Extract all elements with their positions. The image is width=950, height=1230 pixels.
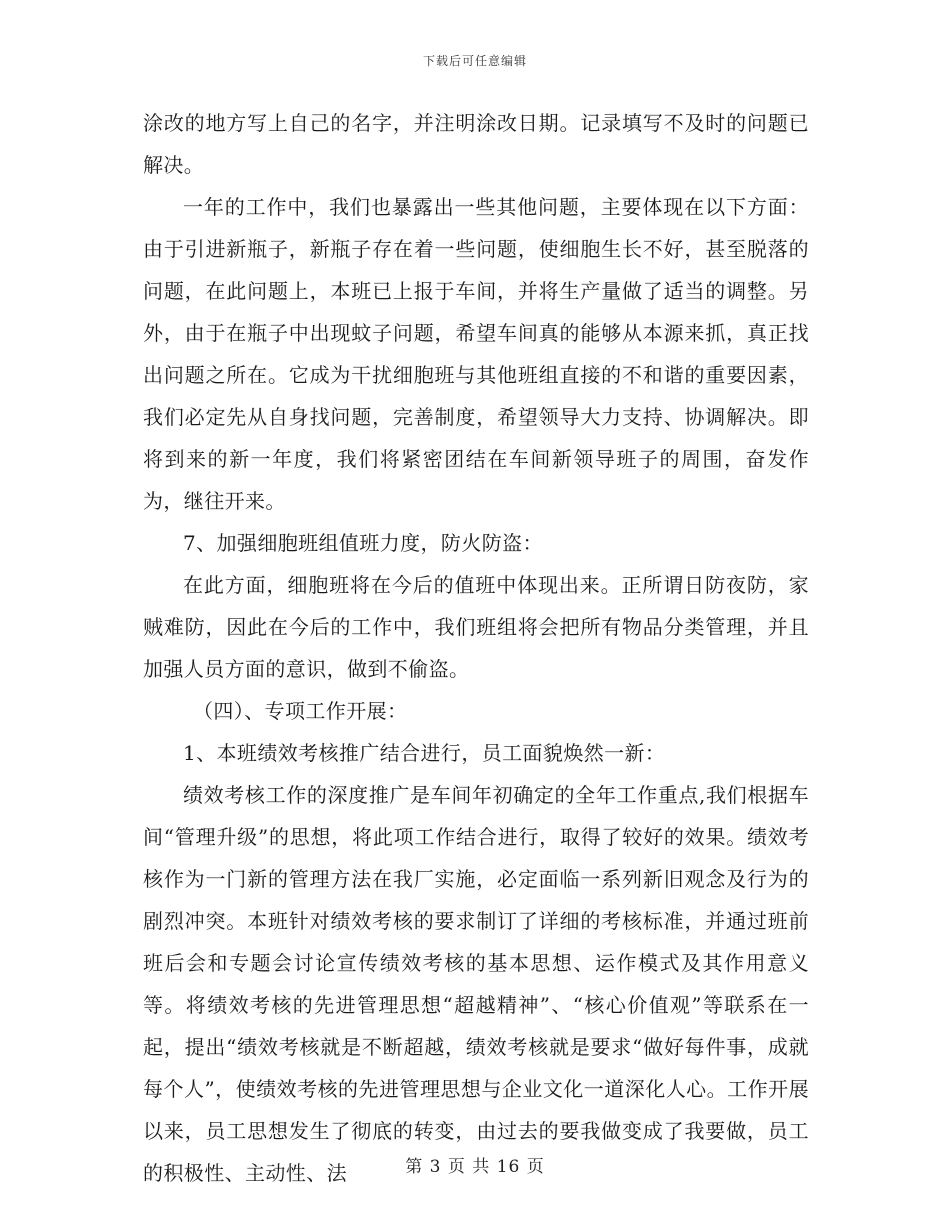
item-heading-1: 1、本班绩效考核推广结合进行，员工面貌焕然一新：: [183, 741, 666, 765]
paragraph-performance: 绩效考核工作的深度推广是车间年初确定的全年工作重点,我们根据车间“管理升级”的思想，将此项工作结合进行，取得了较好的效果。绩效考核作为一门新的管理方法在我厂实施，必定面临一系列新旧观念及行为的剧烈冲突。本班针对绩效考核的要求制订了详细的考核标准，并通过班前班后会和专题会讨论宣传绩效考核的基本思想、运作模式及其作用意义等。将绩效考核的先进管理思想“超越精神”、“核心价值观”等联系在一起，提出“绩效考核就是不断超越，绩效考核就是要求“做好每件事，成就每个人”，使绩效考核的先进管理思想与企业文化一道深化人心。工作开展以来，员工思想发生了彻底的转变，由过去的要我做变成了我要做，员工的积极性、主动性、法: [143, 783, 809, 1185]
page-number: 第 3 页 共 16 页: [405, 1157, 545, 1177]
paragraph-continued: 涂改的地方写上自己的名字，并注明涂改日期。记录填写不及时的问题已解决。: [143, 111, 809, 177]
section-heading-4: （四）、专项工作开展：: [193, 699, 408, 723]
document-body: [143, 102, 809, 1194]
paragraph-problems: 一年的工作中，我们也暴露出一些其他问题，主要体现在以下方面：由于引进新瓶子，新瓶子存在着一些问题，使细胞生长不好，甚至脱落的问题，在此问题上，本班已上报于车间，并将生产量做了适当的调整。另外，由于在瓶子中出现蚊子问题，希望车间真的能够从本源来抓，真正找出问题之所在。它成为干扰细胞班与其他班组直接的不和谐的重要因素，我们必定先从自身找问题，完善制度，希望领导大力支持、协调解决。即将到来的新一年度，我们将紧密团结在车间新领导班子的周围，奋发作为，继往开来。: [143, 195, 809, 513]
item-heading-7: 7、加强细胞班组值班力度，防火防盗：: [183, 531, 543, 555]
paragraph-duty: 在此方面，细胞班将在今后的值班中体现出来。正所谓日防夜防，家贼难防，因此在今后的工作中，我们班组将会把所有物品分类管理，并且加强人员方面的意识，做到不偷盗。: [143, 573, 809, 681]
page-header: 下载后可任意编辑: [422, 54, 527, 68]
